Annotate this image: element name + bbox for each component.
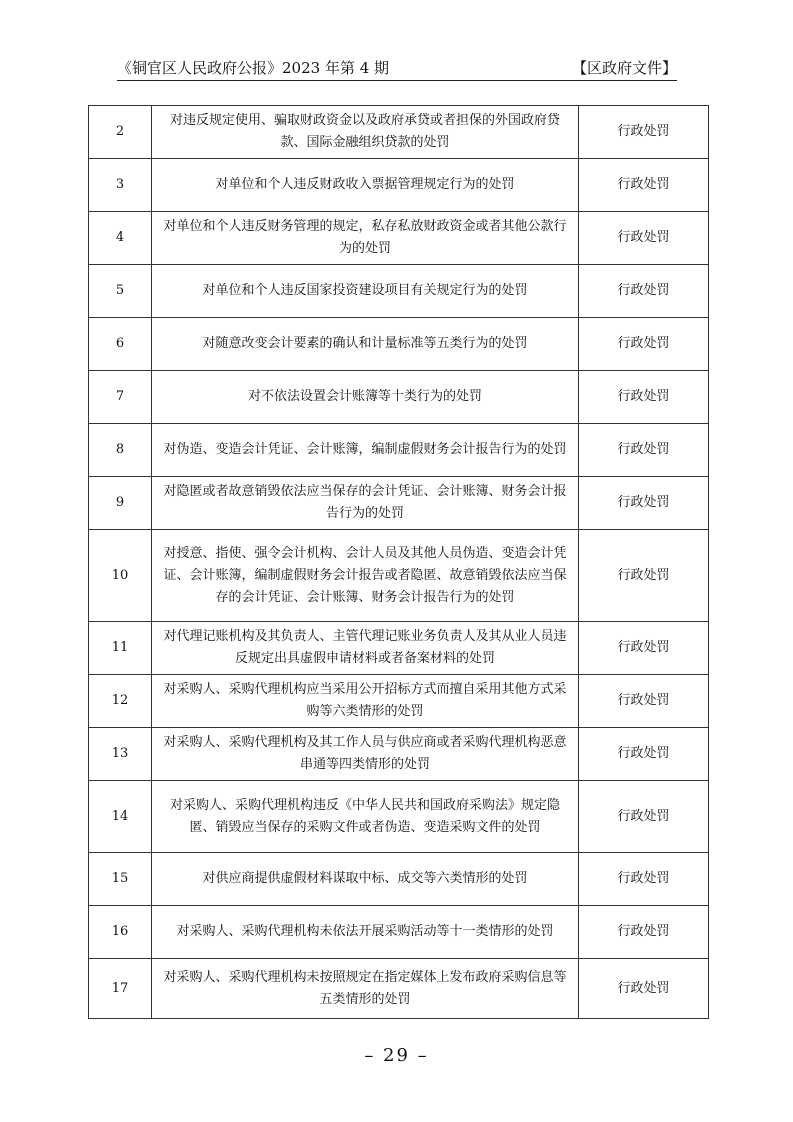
- row-number: 7: [89, 371, 152, 424]
- row-type: 行政处罚: [579, 106, 709, 159]
- row-content: 对随意改变会计要素的确认和计量标准等五类行为的处罚: [152, 318, 579, 371]
- row-number: 4: [89, 212, 152, 265]
- header-divider: [117, 80, 677, 81]
- row-number: 13: [89, 728, 152, 781]
- row-type: 行政处罚: [579, 318, 709, 371]
- row-content: 对代理记账机构及其负责人、主管代理记账业务负责人及其从业人员违反规定出具虚假申请材料或者备案材料的处罚: [152, 622, 579, 675]
- row-content: 对伪造、变造会计凭证、会计账簿，编制虚假财务会计报告行为的处罚: [152, 424, 579, 477]
- row-type: 行政处罚: [579, 622, 709, 675]
- row-number: 10: [89, 530, 152, 622]
- row-type: 行政处罚: [579, 675, 709, 728]
- row-type: 行政处罚: [579, 159, 709, 212]
- row-number: 5: [89, 265, 152, 318]
- table-row: [89, 675, 709, 728]
- row-type: 行政处罚: [579, 781, 709, 853]
- row-number: 6: [89, 318, 152, 371]
- row-type: 行政处罚: [579, 265, 709, 318]
- row-content: 对供应商提供虚假材料谋取中标、成交等六类情形的处罚: [152, 853, 579, 906]
- bulletin-title: 《铜官区人民政府公报》2023 年第 4 期: [117, 59, 390, 77]
- row-content: 对采购人、采购代理机构违反《中华人民共和国政府采购法》规定隐匿、销毁应当保存的采购文件或者伪造、变造采购文件的处罚: [152, 781, 579, 853]
- page-number: – 29 –: [364, 1045, 429, 1066]
- table-row: [89, 106, 709, 159]
- row-type: 行政处罚: [579, 906, 709, 959]
- row-content: 对采购人、采购代理机构未按照规定在指定媒体上发布政府采购信息等五类情形的处罚: [152, 959, 579, 1019]
- row-type: 行政处罚: [579, 477, 709, 530]
- row-content: 对采购人、采购代理机构应当采用公开招标方式而擅自采用其他方式采购等六类情形的处罚: [152, 675, 579, 728]
- row-type: 行政处罚: [579, 371, 709, 424]
- row-number: 12: [89, 675, 152, 728]
- table-row: [89, 212, 709, 265]
- row-content: 对违反规定使用、骗取财政资金以及政府承贷或者担保的外国政府贷款、国际金融组织贷款的处罚: [152, 106, 579, 159]
- table-row: [89, 853, 709, 906]
- row-type: 行政处罚: [579, 959, 709, 1019]
- row-number: 15: [89, 853, 152, 906]
- row-type: 行政处罚: [579, 530, 709, 622]
- table-row: [89, 906, 709, 959]
- row-type: 行政处罚: [579, 212, 709, 265]
- row-number: 9: [89, 477, 152, 530]
- table-row: [89, 728, 709, 781]
- row-number: 8: [89, 424, 152, 477]
- table-row: [89, 622, 709, 675]
- power-list-table: [88, 105, 709, 1019]
- row-type: 行政处罚: [579, 728, 709, 781]
- table-row: [89, 159, 709, 212]
- page-header: [117, 56, 677, 80]
- row-content: 对单位和个人违反财务管理的规定，私存私放财政资金或者其他公款行为的处罚: [152, 212, 579, 265]
- table-row: [89, 959, 709, 1019]
- row-number: 14: [89, 781, 152, 853]
- row-type: 行政处罚: [579, 853, 709, 906]
- table-row: [89, 424, 709, 477]
- table-body: [89, 106, 709, 1019]
- table-row: [89, 477, 709, 530]
- section-label: 【区政府文件】: [571, 59, 677, 77]
- row-number: 2: [89, 106, 152, 159]
- table-row: [89, 530, 709, 622]
- table-row: [89, 265, 709, 318]
- row-content: 对单位和个人违反财政收入票据管理规定行为的处罚: [152, 159, 579, 212]
- row-content: 对隐匿或者故意销毁依法应当保存的会计凭证、会计账簿、财务会计报告行为的处罚: [152, 477, 579, 530]
- row-type: 行政处罚: [579, 424, 709, 477]
- row-content: 对不依法设置会计账簿等十类行为的处罚: [152, 371, 579, 424]
- row-number: 16: [89, 906, 152, 959]
- row-content: 对采购人、采购代理机构及其工作人员与供应商或者采购代理机构恶意串通等四类情形的处罚: [152, 728, 579, 781]
- table-row: [89, 781, 709, 853]
- row-content: 对采购人、采购代理机构未依法开展采购活动等十一类情形的处罚: [152, 906, 579, 959]
- table-row: [89, 371, 709, 424]
- table-row: [89, 318, 709, 371]
- row-content: 对单位和个人违反国家投资建设项目有关规定行为的处罚: [152, 265, 579, 318]
- row-number: 11: [89, 622, 152, 675]
- row-number: 17: [89, 959, 152, 1019]
- row-number: 3: [89, 159, 152, 212]
- row-content: 对授意、指使、强令会计机构、会计人员及其他人员伪造、变造会计凭证、会计账簿，编制虚假财务会计报告或者隐匿、故意销毁依法应当保存的会计凭证、会计账簿、财务会计报告行为的处罚: [152, 530, 579, 622]
